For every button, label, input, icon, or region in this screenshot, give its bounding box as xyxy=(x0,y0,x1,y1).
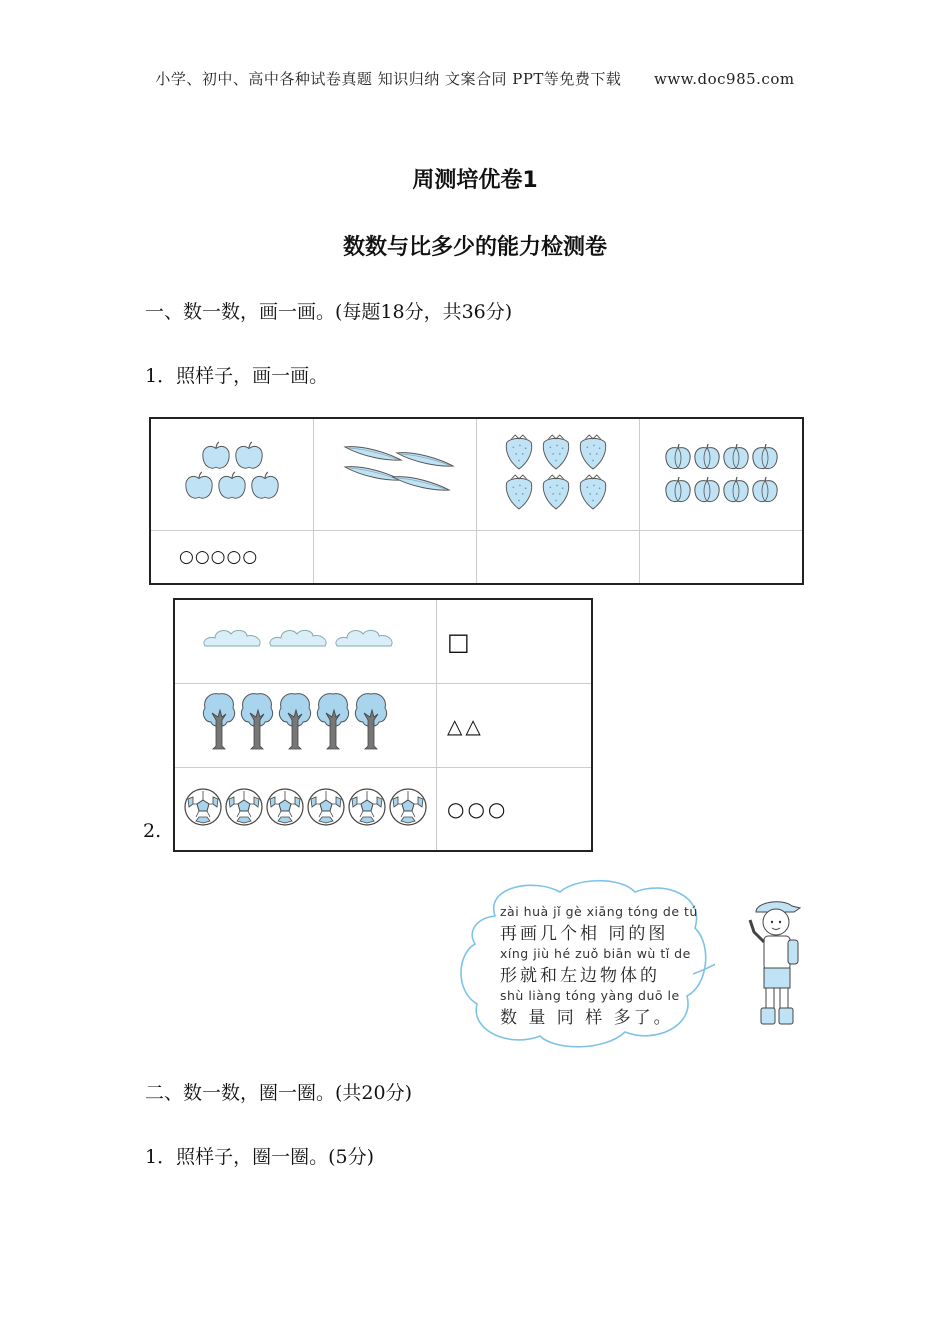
answer-cell-apples[interactable] xyxy=(150,531,314,584)
answer-marks xyxy=(640,531,802,583)
mark-cell-clouds[interactable] xyxy=(437,599,593,684)
cucumbers-cell xyxy=(314,418,477,531)
answer-cell-pumpkins[interactable] xyxy=(640,531,804,584)
header-site: www.doc985.com xyxy=(653,70,795,88)
q2-label: 2. xyxy=(143,820,162,842)
header-banner: 小学、初中、高中各种试卷真题 知识归纳 文案合同 PPT等免费下载 xyxy=(155,70,622,88)
cucumber-icon xyxy=(314,419,476,526)
mark-cell-balls[interactable] xyxy=(437,768,593,852)
bubble-hanzi-3: 数 量 同 样 多了。 xyxy=(500,1008,674,1028)
strawberries-cell xyxy=(477,418,640,531)
answer-cell-strawberries[interactable] xyxy=(477,531,640,584)
apples-cell xyxy=(150,418,314,531)
strawberry-icon xyxy=(477,419,639,526)
answer-marks: □ xyxy=(447,627,473,656)
section2-q1-label: 1．照样子，圈一圈。(5分) xyxy=(145,1146,375,1168)
bubble-pinyin-2: xíng jiù hé zuǒ biān wù tǐ de xyxy=(500,946,691,961)
q1-table xyxy=(149,417,804,585)
bubble-text xyxy=(500,904,700,1028)
trees-cell xyxy=(174,684,437,768)
apple-icon xyxy=(151,419,313,526)
bubble-pinyin-1: zài huà jǐ gè xiāng tóng de tú xyxy=(500,904,698,919)
pumpkin-icon xyxy=(640,419,802,526)
answer-marks: △△ xyxy=(447,713,484,738)
bubble-pinyin-3: shù liàng tóng yàng duō le xyxy=(500,988,680,1003)
page-subtitle: 数数与比多少的能力检测卷 xyxy=(342,235,607,260)
answer-marks: ○○○ xyxy=(447,797,509,821)
answer-cell-cucumbers[interactable] xyxy=(314,531,477,584)
section1-heading: 一、数一数，画一画。(每题18分，共36分) xyxy=(145,301,513,323)
answer-marks: ○○○○○ xyxy=(179,546,259,567)
clouds-cell xyxy=(174,599,437,684)
answer-marks xyxy=(477,531,639,583)
boy-illustration xyxy=(742,896,812,1036)
cloud-icon xyxy=(175,600,436,679)
pumpkins-cell xyxy=(640,418,804,531)
section2-heading: 二、数一数，圈一圈。(共20分) xyxy=(145,1082,413,1104)
balls-cell xyxy=(174,768,437,852)
mark-cell-trees[interactable] xyxy=(437,684,593,768)
tree-icon xyxy=(175,684,436,763)
bubble-hanzi-2: 形就和左边物体的 xyxy=(500,966,660,986)
q2-table xyxy=(173,598,593,852)
page-title: 周测培优卷1 xyxy=(412,168,538,193)
answer-marks xyxy=(314,531,476,583)
soccer-ball-icon xyxy=(175,768,436,846)
page-header xyxy=(0,68,950,89)
q1-label: 1．照样子，画一画。 xyxy=(145,365,329,387)
bubble-hanzi-1: 再画几个相 同的图 xyxy=(500,924,669,944)
